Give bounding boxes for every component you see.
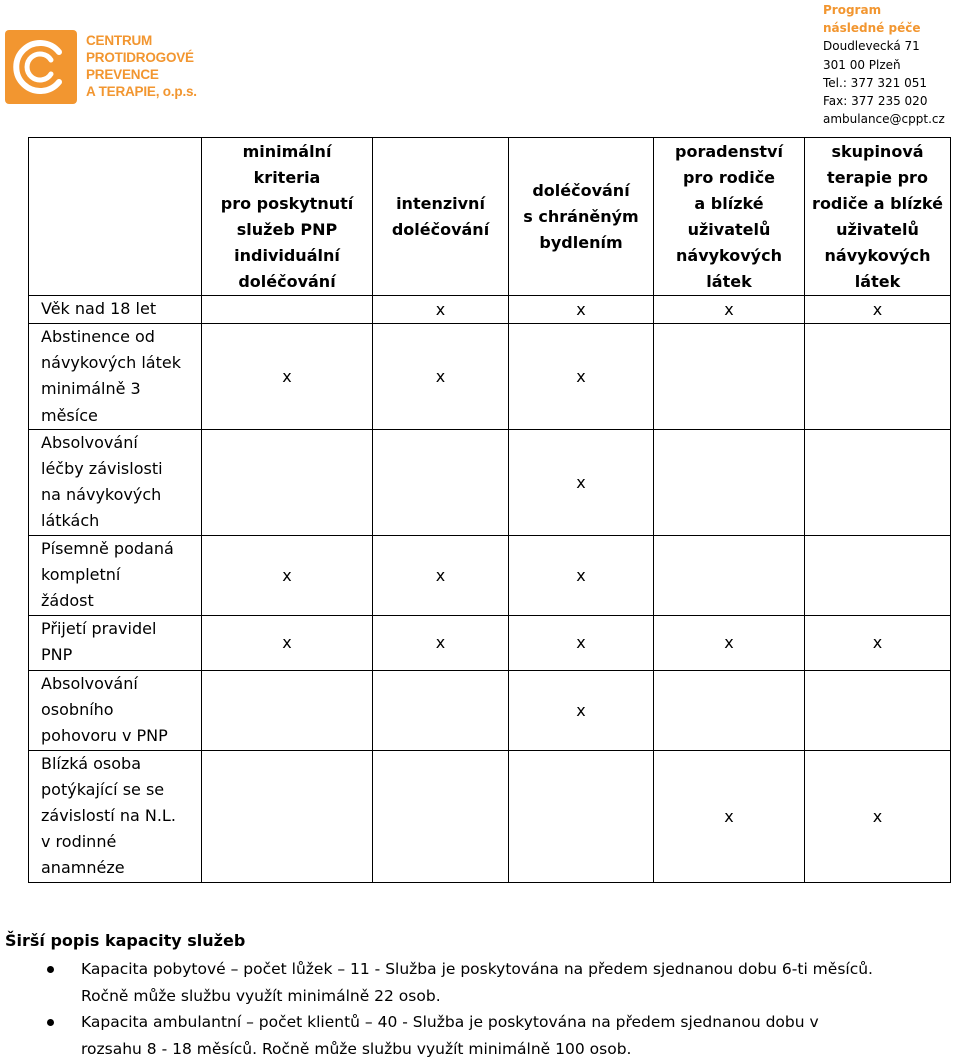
check-mark: x: [576, 565, 586, 585]
header-line: pro rodiče: [682, 167, 776, 187]
check-mark: x: [282, 565, 292, 585]
empty-cell: [373, 750, 509, 882]
check-mark: x: [724, 300, 734, 319]
check-mark: x: [282, 366, 292, 386]
criterion-line: Blízká osoba: [41, 753, 142, 773]
empty-cell: [805, 535, 951, 615]
table-row: [29, 296, 951, 324]
check-mark: x: [576, 366, 586, 386]
criterion-line: PNP: [41, 644, 73, 664]
check-mark-cell: [805, 615, 951, 670]
check-mark-cell: [805, 750, 951, 882]
contact-block: [823, 1, 960, 128]
header-line: s chráněným: [523, 206, 639, 226]
criterion-cell: [29, 296, 202, 324]
table-row: [29, 615, 951, 670]
empty-cell: [654, 324, 805, 430]
program-name-2: následné péče: [823, 21, 921, 36]
header-line: uživatelů: [836, 219, 919, 239]
check-mark-cell: [805, 296, 951, 324]
table-row: [29, 429, 951, 535]
logo-emblem-icon: [5, 30, 77, 104]
capacity-item: [0, 1009, 960, 1062]
check-mark: x: [435, 633, 446, 653]
header-line: a blízké: [694, 193, 764, 213]
criterion-line: závislostí na N.L.: [41, 806, 176, 826]
check-mark-cell: [202, 324, 373, 430]
fax-number: Fax: 377 235 020: [823, 94, 928, 109]
city-address: 301 00 Plzeň: [823, 57, 901, 72]
criterion-cell: [29, 615, 202, 670]
check-mark: x: [435, 565, 446, 585]
criteria-table: [28, 137, 951, 883]
empty-cell: [509, 750, 654, 882]
check-mark: x: [724, 806, 734, 826]
criterion-line: Absolvování: [41, 432, 138, 452]
capacity-item-line: Ročně může službu využít minimálně 22 osob.: [81, 986, 441, 1005]
capacity-item-line: rozsahu 8 - 18 měsíců. Ročně může službu využít minimálně 100 osob.: [81, 1039, 632, 1058]
criterion-line: léčby závislosti: [41, 459, 163, 479]
empty-cell: [202, 750, 373, 882]
check-mark: x: [576, 700, 586, 720]
check-mark-cell: [654, 750, 805, 882]
header-line: látek: [854, 271, 901, 291]
check-mark: x: [435, 366, 446, 386]
check-mark-cell: [373, 535, 509, 615]
check-mark-cell: [654, 296, 805, 324]
header-line: pro poskytnutí: [220, 193, 354, 213]
logo-line: PROTIDROGOVÉ: [86, 50, 194, 65]
capacity-item: [0, 956, 960, 1009]
check-mark-cell: [373, 324, 509, 430]
column-header: [654, 138, 805, 296]
check-mark-cell: [509, 324, 654, 430]
check-mark: x: [435, 300, 446, 319]
capacity-item-line: Kapacita ambulantní – počet klientů – 40 - Služba je poskytována na předem sjednanou dobu v: [81, 1013, 819, 1031]
empty-cell: [202, 670, 373, 750]
bullet-icon: [47, 966, 54, 973]
criterion-cell: [29, 324, 202, 430]
logo-line: A TERAPIE, o.p.s.: [86, 84, 197, 99]
criterion-line: měsíce: [41, 405, 98, 425]
criterion-line: látkách: [41, 511, 100, 531]
check-mark: x: [872, 806, 883, 826]
criterion-line: Písemně podaná: [41, 538, 174, 558]
column-header: [373, 138, 509, 296]
column-header: [202, 138, 373, 296]
table-row: [29, 750, 951, 882]
header-line: bydlením: [539, 232, 623, 252]
header-line: skupinová: [831, 141, 924, 161]
header-line: terapie pro: [827, 167, 928, 187]
criterion-cell: [29, 429, 202, 535]
header-line: individuální: [234, 245, 340, 265]
check-mark: x: [576, 633, 586, 653]
header-line: kriteria: [253, 167, 321, 187]
table-row: [29, 670, 951, 750]
empty-cell: [805, 324, 951, 430]
criterion-line: pohovoru v PNP: [41, 726, 168, 746]
criterion-line: na návykových: [41, 485, 162, 505]
header-line: služeb PNP: [236, 219, 338, 239]
empty-cell: [373, 670, 509, 750]
table-row: [29, 324, 951, 430]
column-header: [805, 138, 951, 296]
program-name: Program: [823, 3, 882, 17]
check-mark: x: [576, 472, 586, 492]
criterion-line: minimálně 3: [41, 379, 141, 399]
column-header: [509, 138, 654, 296]
header-line: návykových: [676, 245, 782, 265]
empty-cell: [654, 535, 805, 615]
table-row: [29, 535, 951, 615]
email-link[interactable]: ambulance@cppt.cz: [823, 112, 945, 127]
bullet-icon: [47, 1019, 54, 1026]
empty-cell: [654, 429, 805, 535]
check-mark: x: [282, 633, 292, 653]
empty-cell: [654, 670, 805, 750]
header-line: doléčování: [238, 271, 336, 291]
header-line: látek: [706, 271, 752, 291]
section-title: Širší popis kapacity služeb: [5, 931, 246, 950]
check-mark-cell: [509, 670, 654, 750]
check-mark-cell: [373, 296, 509, 324]
criterion-line: potýkající se se: [41, 779, 165, 799]
empty-cell: [373, 429, 509, 535]
empty-cell: [805, 429, 951, 535]
header-line: doléčování: [532, 180, 630, 200]
header-line: uživatelů: [687, 219, 771, 239]
capacity-list: [0, 956, 960, 1062]
criterion-line: Absolvování: [41, 673, 138, 693]
header-line: intenzivní: [396, 193, 485, 213]
logo-line: PREVENCE: [86, 67, 159, 82]
header-line: minimální: [242, 141, 332, 161]
phone-number: Tel.: 377 321 051: [823, 75, 928, 90]
empty-cell: [805, 670, 951, 750]
criterion-cell: [29, 535, 202, 615]
check-mark-cell: [202, 535, 373, 615]
criterion-line: anamnéze: [41, 858, 125, 878]
header-line: poradenství: [675, 141, 783, 161]
table-header-row: [29, 138, 951, 296]
criterion-line: žádost: [41, 591, 94, 611]
check-mark-cell: [509, 296, 654, 324]
criterion-line: Přijetí pravidel: [41, 618, 157, 638]
table-body: [29, 296, 951, 883]
check-mark: x: [872, 300, 883, 319]
criterion-line: v rodinné: [41, 832, 117, 852]
check-mark-cell: [509, 429, 654, 535]
logo-text: [86, 32, 197, 100]
criterion-line: Věk nad 18 let: [41, 299, 157, 319]
criterion-line: návykových látek: [41, 353, 181, 373]
check-mark: x: [576, 300, 586, 319]
header-line: návykových: [824, 245, 931, 265]
capacity-item-line: Kapacita pobytové – počet lůžek – 11 - Služba je poskytována na předem sjednanou dobu 6-ti měsíců.: [81, 960, 873, 978]
check-mark-cell: [202, 615, 373, 670]
logo-line: CENTRUM: [86, 33, 153, 48]
header-line: rodiče a blízké: [812, 193, 943, 213]
organization-logo: [5, 30, 205, 106]
check-mark-cell: [509, 535, 654, 615]
check-mark-cell: [373, 615, 509, 670]
criterion-line: Abstinence od: [41, 327, 155, 346]
header-line: doléčování: [391, 219, 490, 239]
criterion-line: osobního: [41, 699, 114, 719]
check-mark: x: [724, 633, 734, 653]
empty-cell: [202, 429, 373, 535]
criterion-line: kompletní: [41, 564, 121, 584]
check-mark-cell: [509, 615, 654, 670]
check-mark-cell: [654, 615, 805, 670]
street-address: Doudlevecká 71: [823, 39, 920, 54]
criterion-cell: [29, 750, 202, 882]
criterion-cell: [29, 670, 202, 750]
empty-cell: [202, 296, 373, 324]
header-corner-cell: [29, 138, 202, 296]
check-mark: x: [872, 633, 883, 653]
